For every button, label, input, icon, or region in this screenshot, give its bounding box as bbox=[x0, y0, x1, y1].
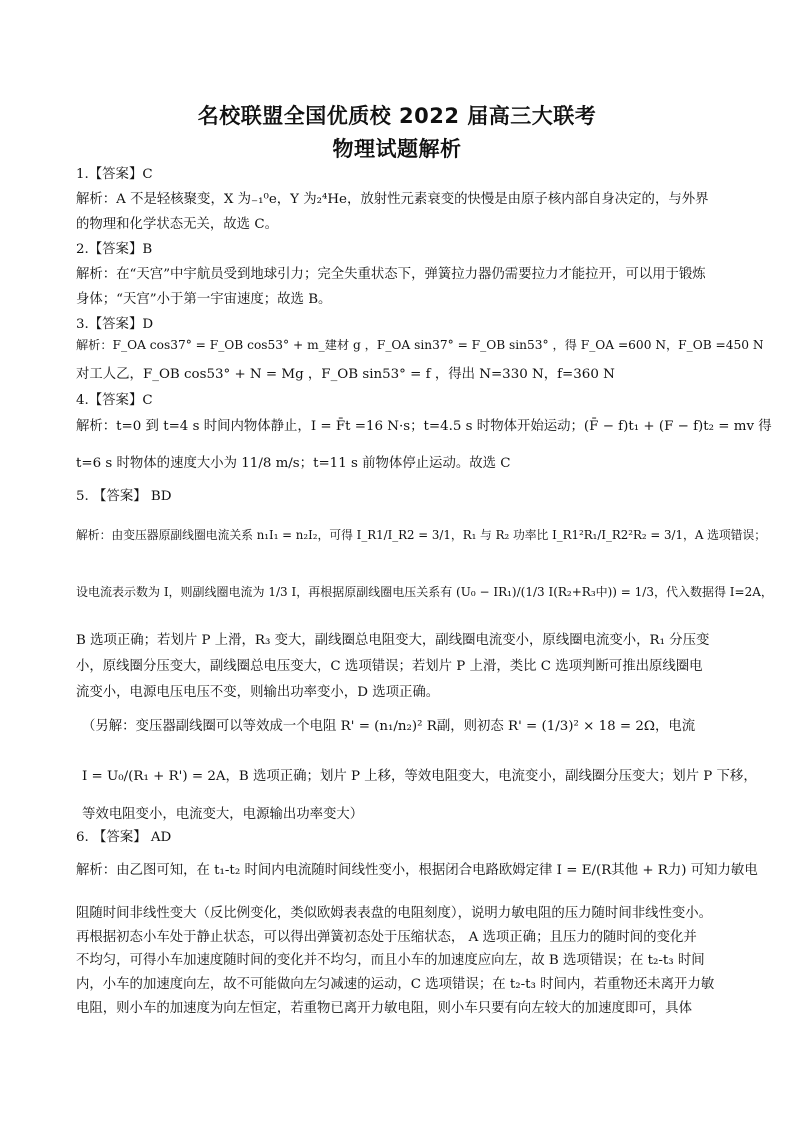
q1-explanation-line-2: 的物理和化学状态无关，故选 C。 bbox=[76, 217, 278, 232]
q6-explanation-line-4: 不均匀，可得小车加速度随时间的变化并不均匀，而且小车的加速度应向左，故 B 选项错误；在 t₂-t₃ 时间 bbox=[76, 953, 705, 968]
page-title: 名校联盟全国优质校 2022 届高三大联考 bbox=[197, 104, 597, 128]
q4-explanation-line-1: 解析：t=0 到 t=4 s 时间内物体静止，I = F̄t =16 N·s；t=4.5 s 时物体开始运动；(F̄ − f)t₁ + (F − f)t₂ = mv 得 bbox=[76, 419, 772, 434]
page-subtitle: 物理试题解析 bbox=[332, 137, 462, 161]
q4-answer: 4.【答案】C bbox=[76, 393, 153, 408]
q6-explanation-line-1: 解析：由乙图可知，在 t₁-t₂ 时间内电流随时间线性变小，根据闭合电路欧姆定律 I = E/(R其他 + R力) 可知力敏电 bbox=[76, 863, 758, 878]
q5-alt-solution-line-1: （另解：变压器副线圈可以等效成一个电阻 R' = (n₁/n₂)² R副，则初态 R' = (1/3)² × 18 = 2Ω，电流 bbox=[82, 719, 696, 734]
q5-alt-solution-line-2: I = U₀/(R₁ + R') = 2A，B 选项正确；划片 P 上移，等效电阻变大，电流变小，副线圈分压变大；划片 P 下移， bbox=[82, 769, 757, 784]
q5-alt-solution-line-3: 等效电阻变小，电流变大，电源输出功率变大） bbox=[82, 807, 364, 822]
q6-answer: 6. 【答案】 AD bbox=[76, 830, 172, 845]
q5-explanation-line-5: 流变小，电源电压电压不变，则输出功率变小，D 选项正确。 bbox=[76, 685, 440, 700]
q4-explanation-line-2: t=6 s 时物体的速度大小为 11/8 m/s；t=11 s 前物体停止运动。故选 C bbox=[76, 456, 511, 471]
q6-explanation-line-5: 内，小车的加速度向左，故不可能做向左匀减速的运动，C 选项错误；在 t₂-t₃ 时间内，若重物还未离开力敏 bbox=[76, 977, 715, 992]
q3-explanation-line-1: 解析：F_OA cos37° = F_OB cos53° + m_建材 g ，F_OA sin37° = F_OB sin53° ，得 F_OA =600 N，F_OB =450 N bbox=[76, 338, 764, 352]
q5-explanation-line-3: B 选项正确；若划片 P 上滑，R₃ 变大，副线圈总电阻变大，副线圈电流变小，原线圈电流变小，R₁ 分压变 bbox=[76, 633, 710, 648]
q1-answer: 1.【答案】C bbox=[76, 167, 153, 182]
q5-answer: 5. 【答案】 BD bbox=[76, 489, 172, 504]
q6-explanation-line-3: 再根据初态小车处于静止状态，可以得出弹簧初态处于压缩状态， A 选项正确；且压力的随时间的变化并 bbox=[76, 930, 697, 945]
q5-explanation-line-4: 小，原线圈分压变大，副线圈总电压变大，C 选项错误；若划片 P 上滑，类比 C 选项判断可推出原线圈电 bbox=[76, 659, 703, 674]
q6-explanation-line-6: 电阻，则小车的加速度为向左恒定，若重物已离开力敏电阻，则小车只要有向左较大的加速度即可，具体 bbox=[76, 1001, 692, 1016]
q1-explanation-line-1: 解析：A 不是轻核聚变，X 为₋₁⁰e，Y 为₂⁴He，放射性元素衰变的快慢是由原子核内部自身决定的，与外界 bbox=[76, 192, 709, 207]
q3-explanation-line-2: 对工人乙，F_OB cos53° + N = Mg ，F_OB sin53° = f ，得出 N=330 N，f=360 N bbox=[76, 367, 615, 382]
q5-explanation-line-1: 解析：由变压器原副线圈电流关系 n₁I₁ = n₂I₂，可得 I_R1/I_R2 = 3/1，R₁ 与 R₂ 功率比 I_R1²R₁/I_R2²R₂ = 3/1，A 选项错误； bbox=[76, 528, 767, 542]
q3-answer: 3.【答案】D bbox=[76, 317, 154, 332]
q6-explanation-line-2: 阻随时间非线性变大（反比例变化，类似欧姆表表盘的电阻刻度），说明力敏电阻的压力随时间非线性变小。 bbox=[76, 906, 713, 921]
q5-explanation-line-2: 设电流表示数为 I，则副线圈电流为 1/3 I，再根据原副线圈电压关系有 (U₀ − IR₁)/(1/3 I(R₂+R₃中)) = 1/3，代入数据得 I=2A， bbox=[76, 585, 773, 599]
q2-explanation-line-1: 解析：在“天宫”中宇航员受到地球引力；完全失重状态下，弹簧拉力器仍需要拉力才能拉开，可以用于锻炼 bbox=[76, 267, 706, 282]
q2-explanation-line-2: 身体；“天宫”小于第一宇宙速度；故选 B。 bbox=[76, 292, 332, 307]
q2-answer: 2.【答案】B bbox=[76, 242, 153, 257]
